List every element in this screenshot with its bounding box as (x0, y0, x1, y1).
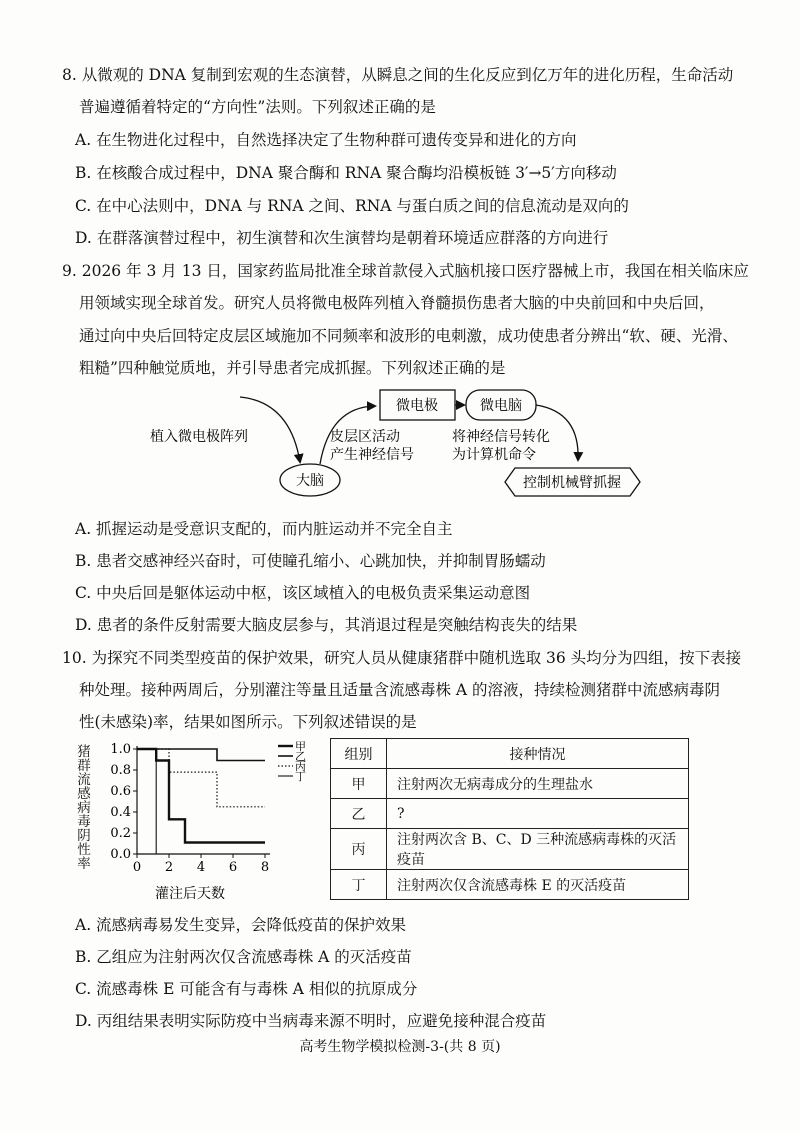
q10-option-a: A. 流感病毒易发生变异，会降低疫苗的保护效果 (75, 916, 407, 934)
y-tick-label: 0.8 (110, 763, 131, 778)
chart-ylabel: 猪群流感病毒阴性率 (77, 744, 91, 872)
table-cell-group: 乙 (331, 799, 387, 829)
x-tick-label: 0 (132, 860, 142, 875)
q9-stem-line-2: 用领域实现全球首发。研究人员将微电极阵列植入脊髓损伤患者大脑的中央前回和中央后回， (79, 294, 715, 312)
bci-flow-diagram (130, 382, 670, 502)
q10-option-d: D. 丙组结果表明实际防疫中当病毒来源不明时，应避免接种混合疫苗 (75, 1012, 547, 1030)
q9-option-c: C. 中央后回是躯体运动中枢，该区域植入的电极负责采集运动意图 (75, 584, 531, 602)
cortex-label-2: 产生神经信号 (330, 447, 414, 463)
table-cell-group: 丙 (331, 829, 387, 870)
table-row (331, 799, 689, 829)
q8-option-b: B. 在核酸合成过程中，DNA 聚合酶和 RNA 聚合酶均沿模板链 3′→5′方向移动 (75, 164, 617, 182)
vaccine-table (330, 738, 689, 900)
q10-option-b: B. 乙组应为注射两次仅含流感毒株 A 的灭活疫苗 (75, 948, 412, 966)
q9-option-d: D. 患者的条件反射需要大脑皮层参与，其消退过程是突触结构丧失的结果 (75, 616, 578, 634)
page-footer: 高考生物学模拟检测-3-(共 8 页) (299, 1039, 501, 1055)
legend-label-丁: 丁 (295, 770, 306, 783)
x-tick-label: 4 (196, 860, 206, 875)
microelectrode-label: 微电极 (396, 398, 438, 414)
table-header-group: 组别 (331, 739, 387, 769)
table-row (331, 870, 689, 900)
chart-xlabel: 灌注后天数 (155, 886, 225, 902)
negative-rate-chart (80, 732, 315, 907)
q10-stem-line-1: 10. 为探究不同类型疫苗的保护效果，研究人员从健康猪群中随机选取 36 头均分为四组，按下表接 (62, 649, 742, 667)
q9-stem-line-4: 粗糙”四种触觉质地，并引导患者完成抓握。下列叙述正确的是 (79, 359, 506, 377)
y-tick-label: 0.6 (110, 784, 131, 799)
q10-stem-line-3: 性(未感染)率，结果如图所示。下列叙述错误的是 (79, 713, 417, 731)
q9-option-a: A. 抓握运动是受意识支配的，而内脏运动并不完全自主 (75, 520, 453, 538)
q10-option-c: C. 流感毒株 E 可能含有与毒株 A 相似的抗原成分 (75, 980, 418, 998)
q9-stem-line-3: 通过向中央后回特定皮层区域施加不同频率和波形的电刺激，成功使患者分辨出“软、硬、光滑、 (79, 327, 738, 345)
table-cell-vaccination: ? (387, 799, 689, 829)
table-header-vaccination: 接种情况 (387, 739, 689, 769)
series-line-丁 (137, 749, 169, 854)
convert-label-2: 为计算机命令 (452, 447, 536, 463)
legend-label-甲: 甲 (295, 740, 306, 753)
q8-stem-line-1: 8. 从微观的 DNA 复制到宏观的生态演替，从瞬息之间的生化反应到亿万年的进化历程，生命活动 (62, 66, 734, 84)
q8-option-d: D. 在群落演替过程中，初生演替和次生演替均是朝着环境适应群落的方向进行 (75, 229, 609, 247)
cortex-label-1: 皮层区活动 (330, 429, 400, 445)
microcomputer-label: 微电脑 (480, 398, 522, 414)
implant-arrow (240, 397, 300, 462)
table-row (331, 829, 689, 870)
y-tick-label: 1.0 (110, 742, 131, 757)
table-cell-vaccination: 注射两次含 B、C、D 三种流感病毒株的灭活疫苗 (387, 829, 689, 870)
table-cell-vaccination: 注射两次无病毒成分的生理盐水 (387, 769, 689, 799)
x-tick-label: 8 (260, 860, 270, 875)
q9-stem-line-1: 9. 2026 年 3 月 13 日，国家药监局批准全球首款侵入式脑机接口医疗器械上市，我国在相关临床应 (62, 262, 749, 280)
robot-arm-label: 控制机械臂抓握 (523, 475, 621, 491)
q8-option-a: A. 在生物进化过程中，自然选择决定了生物种群可遗传变异和进化的方向 (75, 131, 577, 149)
table-row (331, 769, 689, 799)
q8-stem-line-2: 普遍遵循着特定的“方向性”法则。下列叙述正确的是 (79, 98, 436, 116)
legend-label-乙: 乙 (295, 750, 306, 763)
y-tick-label: 0.4 (110, 805, 131, 820)
y-tick-label: 0.2 (110, 826, 131, 841)
x-tick-label: 6 (228, 860, 238, 875)
y-tick-label: 0.0 (110, 847, 131, 862)
table-cell-vaccination: 注射两次仅含流感毒株 E 的灭活疫苗 (387, 870, 689, 900)
q10-stem-line-2: 种处理。接种两周后，分别灌注等量且适量含流感毒株 A 的溶液，持续检测猪群中流感病毒阴 (79, 681, 721, 699)
x-tick-label: 2 (164, 860, 174, 875)
table-cell-group: 甲 (331, 769, 387, 799)
brain-label: 大脑 (296, 473, 324, 489)
q9-option-b: B. 患者交感神经兴奋时，可使瞳孔缩小、心跳加快，并抑制胃肠蠕动 (75, 552, 546, 570)
table-cell-group: 丁 (331, 870, 387, 900)
q8-option-c: C. 在中心法则中，DNA 与 RNA 之间、RNA 与蛋白质之间的信息流动是双向的 (75, 197, 629, 215)
convert-label-1: 将神经信号转化 (452, 429, 550, 445)
legend-label-丙: 丙 (295, 760, 306, 773)
implant-label: 植入微电极阵列 (150, 429, 248, 445)
